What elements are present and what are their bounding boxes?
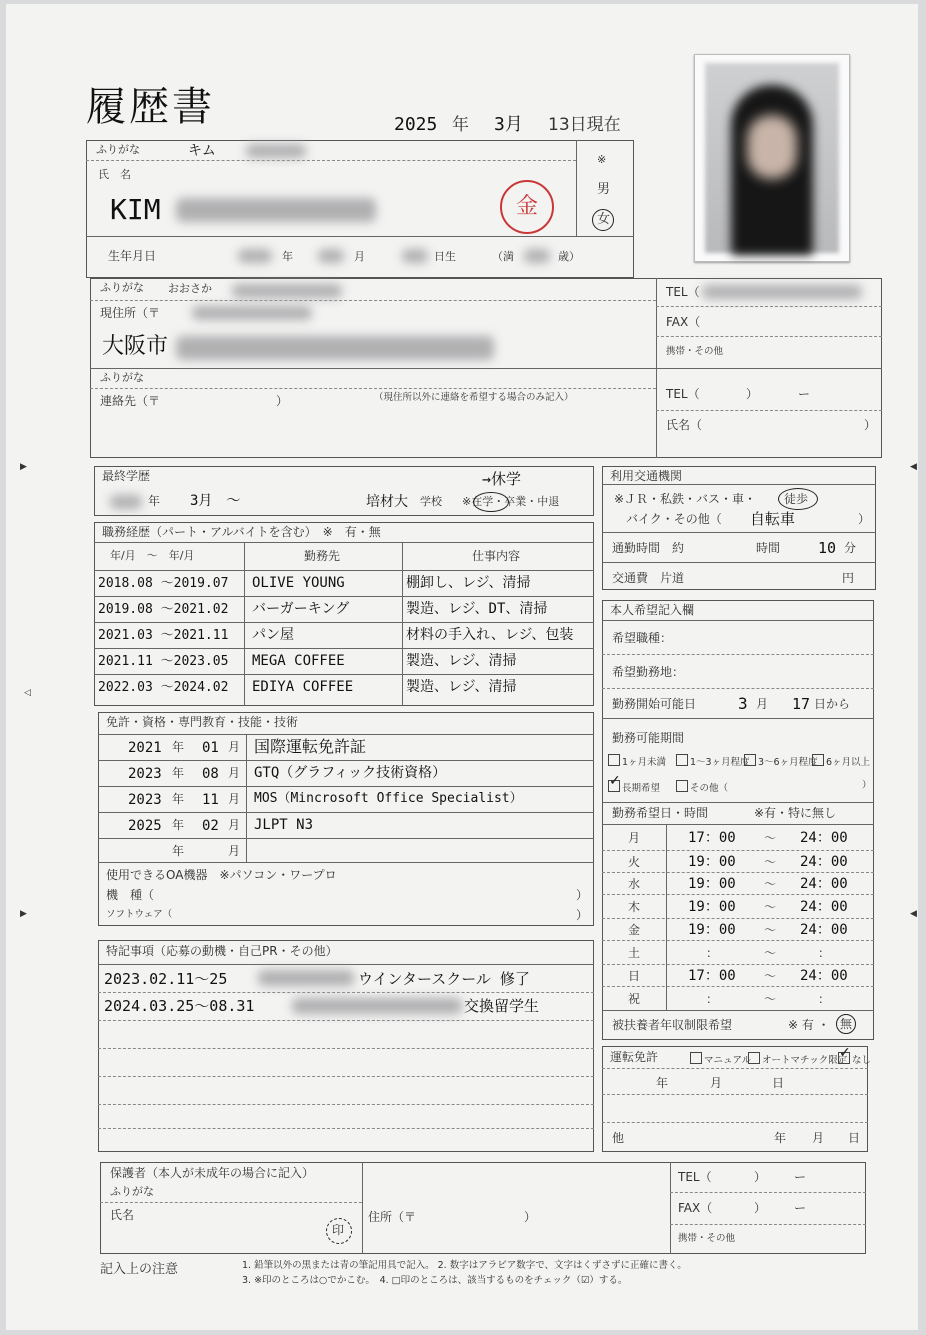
special-line-text: ウインタースクール 修了 — [358, 970, 530, 988]
walk-option: 徒歩 — [784, 492, 809, 506]
period-option[interactable]: 3〜6ヶ月程度 — [744, 754, 818, 769]
address-furigana-value: おおさか — [168, 282, 212, 295]
sex-note: ※ — [597, 153, 607, 166]
education-status: ※在学・卒業・中退 — [462, 495, 560, 508]
furigana-label: ふりがな — [96, 143, 140, 156]
special-line-date: 2024.03.25〜08.31 — [104, 997, 255, 1015]
commute-minutes: 10 — [818, 539, 837, 557]
birth-label: 生年月日 — [108, 249, 157, 263]
special-line-text: 交換留学生 — [464, 997, 540, 1015]
long-term-checkbox[interactable]: ✓ 長期希望 — [609, 773, 661, 794]
notes-label: 記入上の注意 — [100, 1262, 179, 1277]
date-year-unit: 年 — [452, 115, 469, 135]
name-value: KIM — [110, 193, 161, 226]
special-line-date: 2023.02.11〜25 — [104, 970, 228, 988]
photo — [694, 54, 850, 262]
name-seal: 金 — [500, 180, 554, 234]
date-month: 3月 — [494, 114, 523, 135]
sex-female: 女 — [597, 212, 611, 227]
no-license-checkbox[interactable]: ✓ なし — [839, 1045, 872, 1066]
period-option[interactable]: 1ヶ月未満 — [608, 754, 666, 769]
other-period-checkbox[interactable]: その他（ — [676, 780, 728, 795]
period-option[interactable]: 1〜3ヶ月程度 — [676, 754, 750, 769]
school-name: 培材大 — [366, 494, 408, 510]
period-option[interactable]: 6ヶ月以上 — [812, 754, 870, 769]
date-year: 2025 — [394, 114, 438, 135]
address-value: 大阪市 — [102, 334, 169, 359]
sex-male: 男 — [597, 182, 611, 197]
contact-label: 連絡先（〒 — [100, 394, 161, 408]
start-month: 3 — [738, 694, 748, 713]
automatic-checkbox[interactable]: オートマチック限定 — [748, 1052, 847, 1067]
manual-checkbox[interactable]: マニュアル — [690, 1052, 751, 1067]
start-day: 17 — [792, 695, 811, 713]
dependent-no: 無 — [840, 1017, 853, 1031]
address-label: 現住所（〒 — [100, 306, 161, 320]
notes-line: 3. ※印のところは○でかこむ。 4. □印のところは、該当するものをチェック（☑）する。 — [242, 1275, 628, 1286]
notes-line: 1. 鉛筆以外の黒または青の筆記用具で記入。 2. 数字はアラビア数字で、文字はくずさずに正確に書く。 — [242, 1260, 687, 1271]
name-label: 氏 名 — [98, 168, 131, 181]
date-day: 13日現在 — [548, 115, 621, 135]
page-title: 履歴書 — [86, 84, 215, 130]
furigana-value: キム — [188, 143, 216, 159]
resume-sheet: 履歴書 2025 年 3月 13日現在 ふりがな キム 氏 名 KIM 金 ※ 男 女 生年月日 年 月 日生 （満 歳） ふりがな おおさか 現住所（〒 大阪市 TEL（ FAX（ 携帯・その他 ふりがな 連絡先（〒 ） （現住所以外に連絡を希望する場合のみ記入） TEL（ ） ー 氏名（ ） 最終学歴 年 3月 〜 培材大 学校 →休学 ※在学・卒業・中退 利用交通機関 ※ＪＲ・私鉄・バス・車・ 徒歩 バイク・その他（ 自転車 ） 通勤時間 約 時間 10 分 交通費 片道 円 職務経歴（パート・アルバイトを含む） ※ 有・無 年/月 〜 年/月 勤務先 仕事内容 2018.08 〜2019.07 OLIVE YOUNG 棚卸し、レジ、清掃 2019.08 〜2021.02 バーガーキング 製造、レジ、DT、清掃 2021.03 〜2021.11 パン屋 材料の手入れ、レジ、包装 2021.11 〜2023.05 MEGA COFFEE 製造、レジ、清掃 2022.03 〜2024.02 EDIYA COFFEE 製造、レジ、清掃 免許・資格・専門教育・技能・技術 2021 年 01 月 国際運転免許証 2023 年 08 月 GTQ（グラフィック技術資格） 2023 年 11 月 MOS（Mincrosoft Office Specialist） 2025 年 02 月 JLPT N3 年 月 使用できるOA機器 ※パソコン・ワープロ 機 種（ ） ソフトウェア（ ） 特記事項（応募の動機・自己PR・その他） 2023.02.11〜25 ウインタースクール 修了 2024.03.25〜08.31 交換留学生 本人希望記入欄 希望職種： 希望勤務地： 勤務開始可能日 3 月 17 日から 勤務可能期間 1ヶ月未満 1〜3ヶ月程度 3〜6ヶ月程度 6ヶ月以上 ✓ 長期希望 その他（ ） 勤務希望日・時間 ※有・特に無し 月 17：00 〜 24：00 火 19：00 〜 24：00 水 19：00 〜 24：00 木 19：00 〜 24：00 金 19：00 〜 24：00 土 ： 〜 ： 日 17：00 〜 24：00 祝 ： 〜 ： 被扶養者年収制限希望 ※ 有 ・ 無 運転免許 マニュアル オートマチック限定 ✓ なし 年 月 日 他 年 月 日 保護者（本人が未成年の場合に記入） ふりがな 氏名 印 住所（〒 ） TEL（ ） ー FAX（ ） ー 携帯・その他 記入上の注意 1. 鉛筆以外の黒または青の筆記用具で記入。 2. 数字はアラビア数字で、文字はくずさずに正確に書く。 3. ※印のところは○でかこむ。 4. □印のところは、該当するものをチェック（☑）する。 ▶ ▶ ◁ ◀ ◀ — [6, 4, 918, 1330]
transport-other: 自転車 — [750, 510, 796, 528]
